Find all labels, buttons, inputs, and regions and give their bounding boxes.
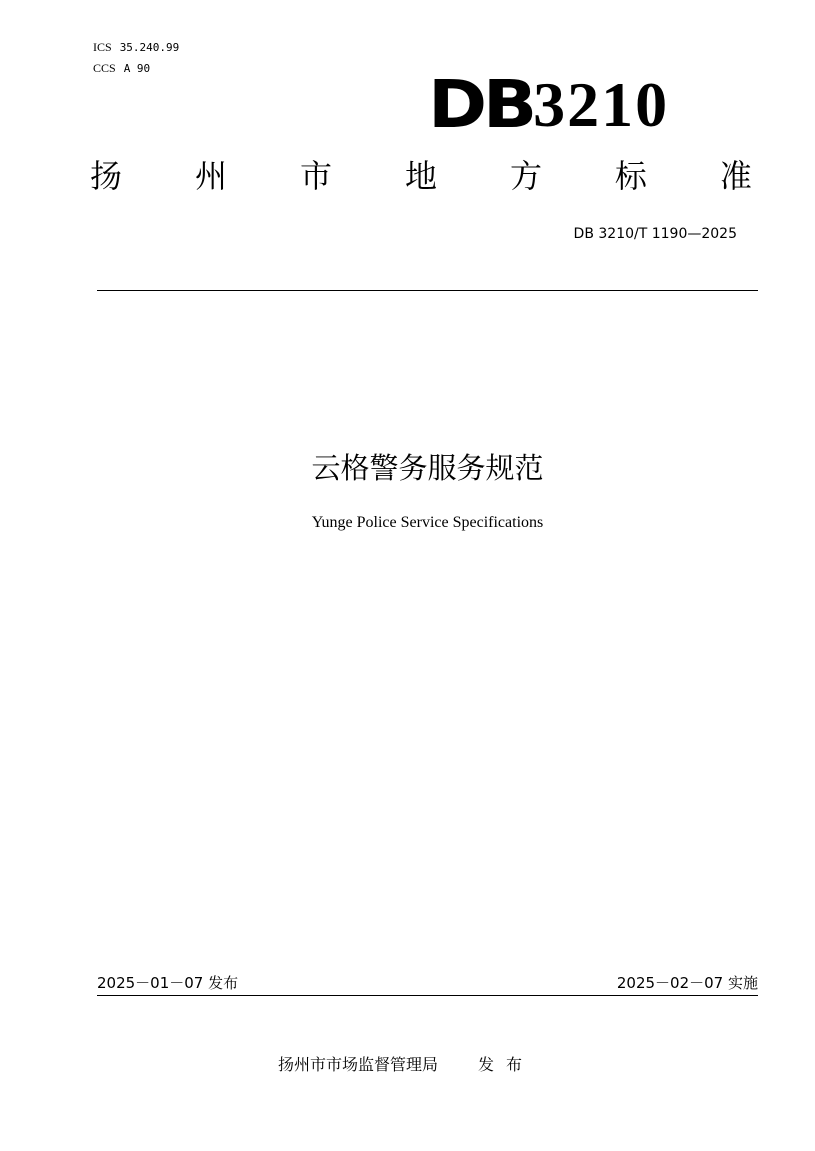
ccs-code-line <box>93 61 150 76</box>
document-title-en: Yunge Police Service Specifications <box>311 514 544 531</box>
db-logo <box>428 66 670 143</box>
standard-type-char: 方 <box>509 157 542 195</box>
ics-label: ICS <box>93 40 112 54</box>
standard-type-char: 标 <box>614 157 647 195</box>
standard-number: DB 3210/T 1190—2025 <box>573 226 737 242</box>
publisher-name: 扬州市市场监督管理局 <box>278 1055 439 1074</box>
ccs-code: A 90 <box>123 62 151 75</box>
db-logo-number: 3210 <box>533 69 670 140</box>
db-logo-letters: DB <box>428 66 533 143</box>
standard-type-char: 市 <box>299 157 332 195</box>
standard-type-char: 扬 <box>90 157 123 195</box>
standard-type-char: 地 <box>404 157 437 195</box>
implementation-date: 2025－02－07 实施 <box>616 974 758 992</box>
standard-type-title <box>90 156 752 196</box>
publish-action: 发布 <box>478 1055 535 1074</box>
ccs-label: CCS <box>93 61 116 75</box>
bottom-divider <box>97 995 758 996</box>
issue-date: 2025－01－07 发布 <box>97 974 239 992</box>
document-title-cn: 云格警务服务规范 <box>311 451 544 485</box>
ics-code: 35.240.99 <box>119 41 180 54</box>
top-divider <box>97 290 758 291</box>
publisher-line <box>278 1052 534 1075</box>
standard-type-char: 州 <box>194 157 227 195</box>
standard-type-char: 准 <box>719 157 752 195</box>
ics-code-line <box>93 40 179 55</box>
